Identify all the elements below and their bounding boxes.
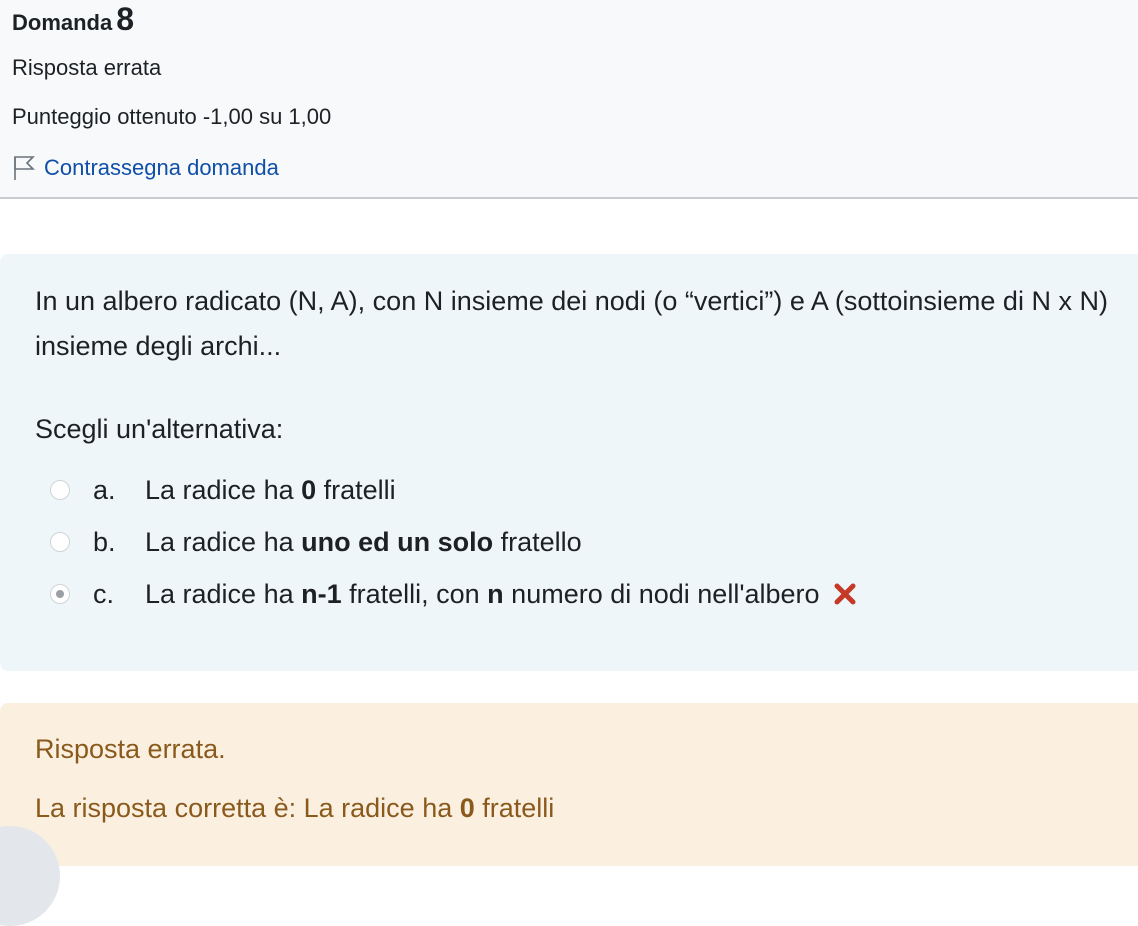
answer-text-c-bold: n-1: [301, 578, 342, 609]
answer-option-b[interactable]: [50, 522, 582, 562]
answer-text-a: [145, 475, 396, 506]
question-text: In un albero radicato (N, A), con N insieme dei nodi (o “vertici”) e A (sottoinsieme di N x N) insieme degli archi...: [35, 286, 1108, 361]
answer-prompt: Scegli un'alternativa:: [35, 414, 284, 444]
answer-text-a-before: La radice ha: [145, 474, 302, 505]
question-state: Risposta errata: [12, 55, 162, 80]
incorrect-x-icon: [832, 581, 858, 607]
answer-text-c: [145, 579, 820, 610]
flag-question-label: Contrassegna domanda: [44, 155, 279, 180]
correct-answer-prefix: La risposta corretta è: La radice ha: [35, 793, 460, 823]
answer-text-c-before: La radice ha: [145, 578, 302, 609]
answer-text-c-bold2: n: [487, 578, 504, 609]
correct-answer-bold: 0: [459, 793, 475, 823]
answer-text-b-after: fratello: [493, 526, 582, 557]
answer-radio-c[interactable]: [50, 584, 70, 604]
answer-text-b: [145, 527, 582, 558]
answer-text-a-after: fratelli: [316, 474, 396, 505]
question-title-label: Domanda: [12, 10, 113, 35]
question-number: 8: [116, 1, 135, 37]
answer-radio-b[interactable]: [50, 532, 70, 552]
correct-answer-text: [35, 788, 554, 828]
answer-text-c-after: numero di nodi nell'albero: [503, 578, 820, 609]
answer-text-a-bold: 0: [301, 474, 317, 505]
answer-text-c-middle: fratelli, con: [341, 578, 488, 609]
feedback-status: Risposta errata.: [35, 734, 226, 764]
flag-outline-icon: [12, 155, 36, 181]
answer-text-b-bold: uno ed un solo: [301, 526, 494, 557]
answer-radio-a[interactable]: [50, 480, 70, 500]
question-grade: Punteggio ottenuto -1,00 su 1,00: [12, 104, 332, 129]
feedback-panel: [0, 703, 1138, 866]
answer-option-c[interactable]: [50, 574, 858, 614]
answer-option-a[interactable]: [50, 470, 396, 510]
flag-question-link[interactable]: [12, 154, 279, 182]
answer-letter-a: a.: [93, 474, 116, 505]
answer-text-b-before: La radice ha: [145, 526, 302, 557]
answer-letter-c: c.: [93, 578, 115, 609]
answer-letter-b: b.: [93, 526, 116, 557]
correct-answer-suffix: fratelli: [474, 793, 555, 823]
question-title: [12, 1, 135, 38]
